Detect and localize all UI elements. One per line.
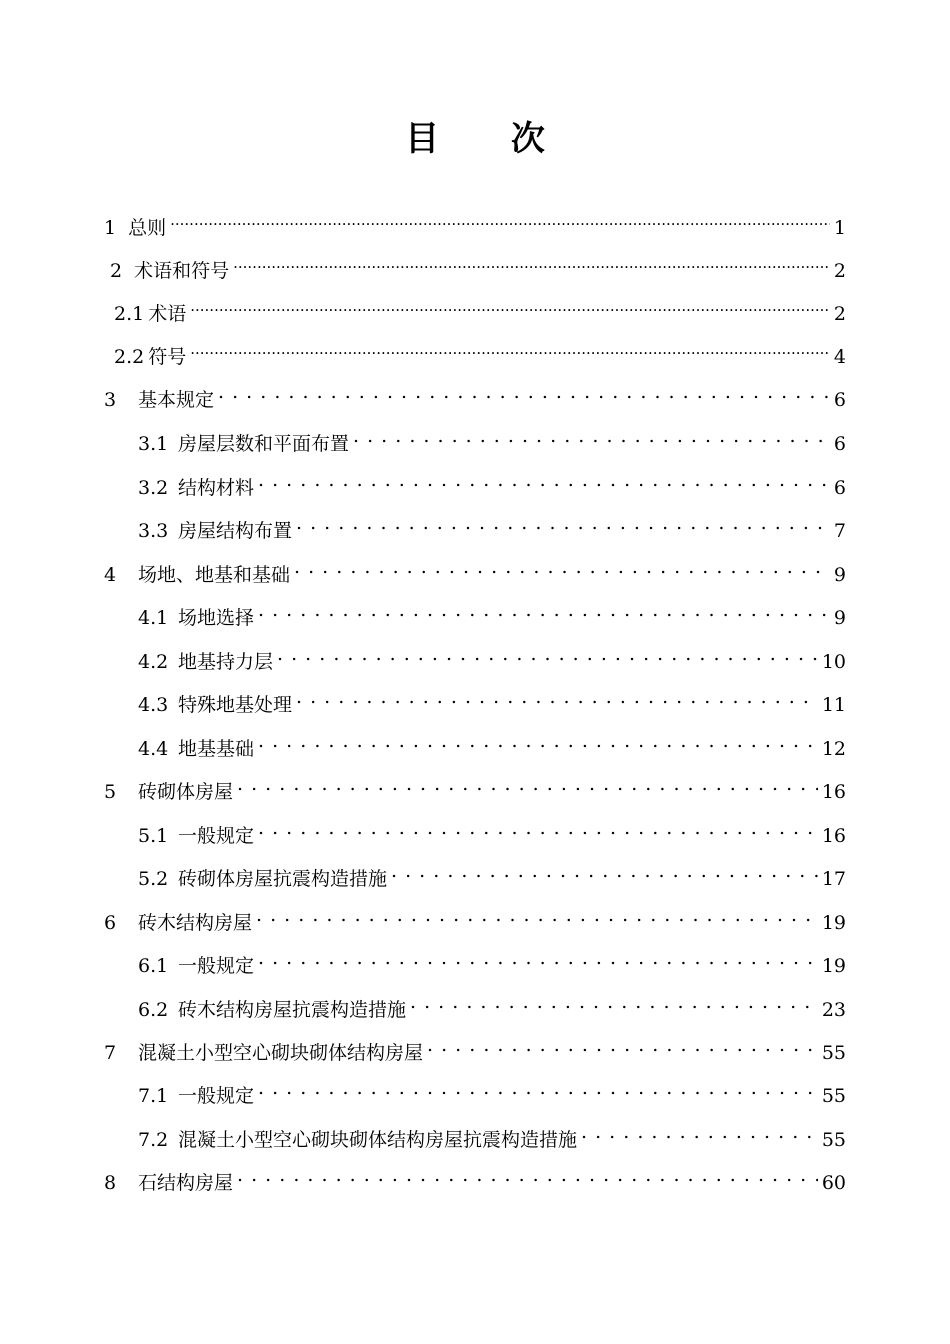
toc-leader-dots bbox=[258, 727, 818, 755]
toc-leader-dots bbox=[258, 466, 830, 494]
toc-entry[interactable] bbox=[138, 944, 846, 977]
toc-entry[interactable] bbox=[138, 988, 846, 1021]
toc-entry[interactable] bbox=[138, 727, 846, 760]
toc-entry-number: 2.2 bbox=[114, 346, 145, 368]
toc-entry[interactable] bbox=[138, 466, 846, 499]
toc-entry-label: 砖砌体房屋抗震构造措施 bbox=[178, 868, 388, 890]
toc-entry-number: 5 bbox=[104, 781, 117, 803]
toc-entry-label: 砖木结构房屋抗震构造措施 bbox=[178, 999, 407, 1021]
toc-entry-label: 符号 bbox=[148, 346, 187, 368]
toc-entry-number: 3.1 bbox=[138, 433, 169, 455]
toc-leader-dots bbox=[294, 553, 830, 581]
toc-entry[interactable] bbox=[104, 901, 846, 934]
toc-entry-page: 16 bbox=[821, 825, 846, 847]
toc-entry-number: 3 bbox=[104, 389, 117, 411]
toc-leader-dots bbox=[427, 1031, 818, 1059]
toc-entry-number: 1 bbox=[104, 217, 117, 239]
toc-entry-number: 6.1 bbox=[138, 955, 169, 977]
toc-leader-dots bbox=[237, 1161, 818, 1189]
toc-leader-dots bbox=[190, 335, 830, 363]
toc-entry-page: 19 bbox=[821, 912, 846, 934]
toc-leader-dots bbox=[218, 378, 830, 406]
toc-entry[interactable] bbox=[110, 249, 846, 282]
toc-entry-number: 6 bbox=[104, 912, 117, 934]
toc-entry-label: 一般规定 bbox=[178, 955, 255, 977]
toc-entry-page: 7 bbox=[833, 520, 846, 542]
toc-entry[interactable] bbox=[138, 422, 846, 455]
toc-entry-page: 60 bbox=[821, 1172, 846, 1194]
toc-entry-label: 一般规定 bbox=[178, 825, 255, 847]
toc-entry-label: 房屋层数和平面布置 bbox=[178, 433, 350, 455]
toc-leader-dots bbox=[233, 249, 830, 277]
toc-entry-page: 1 bbox=[833, 217, 846, 239]
toc-entry-page: 23 bbox=[821, 999, 846, 1021]
toc-entry-number: 4.2 bbox=[138, 651, 169, 673]
toc-entry-number: 4 bbox=[104, 564, 117, 586]
toc-leader-dots bbox=[170, 206, 830, 234]
toc-entry[interactable] bbox=[138, 1074, 846, 1107]
toc-entry-number: 3.2 bbox=[138, 477, 169, 499]
toc-entry-label: 场地、地基和基础 bbox=[138, 564, 291, 586]
toc-entry-label: 地基持力层 bbox=[178, 651, 274, 673]
toc-entry-page: 2 bbox=[833, 303, 846, 325]
toc-entry[interactable] bbox=[138, 1118, 846, 1151]
toc-entry-label: 地基基础 bbox=[178, 738, 255, 760]
toc-entry[interactable] bbox=[104, 1161, 846, 1194]
toc-entry[interactable] bbox=[104, 553, 846, 586]
toc-entry-page: 9 bbox=[833, 607, 846, 629]
toc-entry-label: 基本规定 bbox=[138, 389, 215, 411]
toc-entry-page: 17 bbox=[821, 868, 846, 890]
toc-entry-page: 6 bbox=[833, 477, 846, 499]
toc-leader-dots bbox=[581, 1118, 818, 1146]
toc-entry-page: 12 bbox=[821, 738, 846, 760]
toc-entry-number: 4.3 bbox=[138, 694, 169, 716]
toc-leader-dots bbox=[296, 509, 830, 537]
toc-entry-page: 11 bbox=[821, 694, 846, 716]
page-title: 目 次 bbox=[405, 119, 575, 159]
toc-entry-label: 结构材料 bbox=[178, 477, 255, 499]
toc-entry-number: 7 bbox=[104, 1042, 117, 1064]
toc-entry-number: 5.2 bbox=[138, 868, 169, 890]
toc-entry-number: 5.1 bbox=[138, 825, 169, 847]
toc-entry-page: 6 bbox=[833, 433, 846, 455]
toc-entry-label: 特殊地基处理 bbox=[178, 694, 293, 716]
toc-leader-dots bbox=[296, 683, 818, 711]
toc-entry-label: 术语和符号 bbox=[134, 260, 230, 282]
toc-entry[interactable] bbox=[104, 378, 846, 411]
toc-entry-number: 6.2 bbox=[138, 999, 169, 1021]
toc-entry[interactable] bbox=[104, 1031, 846, 1064]
toc-entry-label: 总则 bbox=[128, 217, 167, 239]
toc-entry-number: 2.1 bbox=[114, 303, 145, 325]
toc-entry-page: 2 bbox=[833, 260, 846, 282]
toc-entry-label: 术语 bbox=[148, 303, 187, 325]
toc-leader-dots bbox=[391, 857, 818, 885]
toc-leader-dots bbox=[258, 814, 818, 842]
toc-entry-page: 9 bbox=[833, 564, 846, 586]
toc-entry[interactable] bbox=[104, 206, 846, 239]
toc-entry-number: 3.3 bbox=[138, 520, 169, 542]
toc-entry-page: 10 bbox=[821, 651, 846, 673]
toc-entry[interactable] bbox=[138, 857, 846, 890]
toc-leader-dots bbox=[277, 640, 818, 668]
toc-leader-dots bbox=[258, 1074, 818, 1102]
toc-entry-label: 房屋结构布置 bbox=[178, 520, 293, 542]
toc-leader-dots bbox=[258, 596, 830, 624]
toc-entry[interactable] bbox=[138, 509, 846, 542]
toc-entry-page: 6 bbox=[833, 389, 846, 411]
toc-entry[interactable] bbox=[114, 292, 846, 325]
toc-leader-dots bbox=[256, 901, 818, 929]
toc-entry[interactable] bbox=[138, 640, 846, 673]
toc-leader-dots bbox=[190, 292, 830, 320]
toc-entry-page: 55 bbox=[821, 1042, 846, 1064]
toc-entry-number: 7.1 bbox=[138, 1085, 169, 1107]
toc-entry-page: 55 bbox=[821, 1129, 846, 1151]
toc-leader-dots bbox=[410, 988, 818, 1016]
toc-entry[interactable] bbox=[138, 683, 846, 716]
toc-entry-number: 7.2 bbox=[138, 1129, 169, 1151]
toc-entry-number: 2 bbox=[110, 260, 123, 282]
toc-entry-label: 砖木结构房屋 bbox=[138, 912, 253, 934]
toc-entry-label: 混凝土小型空心砌块砌体结构房屋 bbox=[138, 1042, 424, 1064]
toc-entry-label: 场地选择 bbox=[178, 607, 255, 629]
toc-entry-label: 一般规定 bbox=[178, 1085, 255, 1107]
toc-entry[interactable] bbox=[138, 814, 846, 847]
toc-leader-dots bbox=[237, 770, 818, 798]
toc-entry-page: 16 bbox=[821, 781, 846, 803]
toc-entry-page: 19 bbox=[821, 955, 846, 977]
toc-entry-page: 55 bbox=[821, 1085, 846, 1107]
toc-entry-label: 石结构房屋 bbox=[138, 1172, 234, 1194]
toc-entry-number: 4.4 bbox=[138, 738, 169, 760]
toc-entry-label: 砖砌体房屋 bbox=[138, 781, 234, 803]
toc-leader-dots bbox=[258, 944, 818, 972]
toc-entry[interactable] bbox=[104, 770, 846, 803]
toc-leader-dots bbox=[353, 422, 830, 450]
toc-entry[interactable] bbox=[138, 596, 846, 629]
toc-entry[interactable] bbox=[114, 335, 846, 368]
toc-entry-page: 4 bbox=[833, 346, 846, 368]
toc-entry-number: 4.1 bbox=[138, 607, 169, 629]
toc-entry-label: 混凝土小型空心砌块砌体结构房屋抗震构造措施 bbox=[178, 1129, 578, 1151]
toc-entry-number: 8 bbox=[104, 1172, 117, 1194]
